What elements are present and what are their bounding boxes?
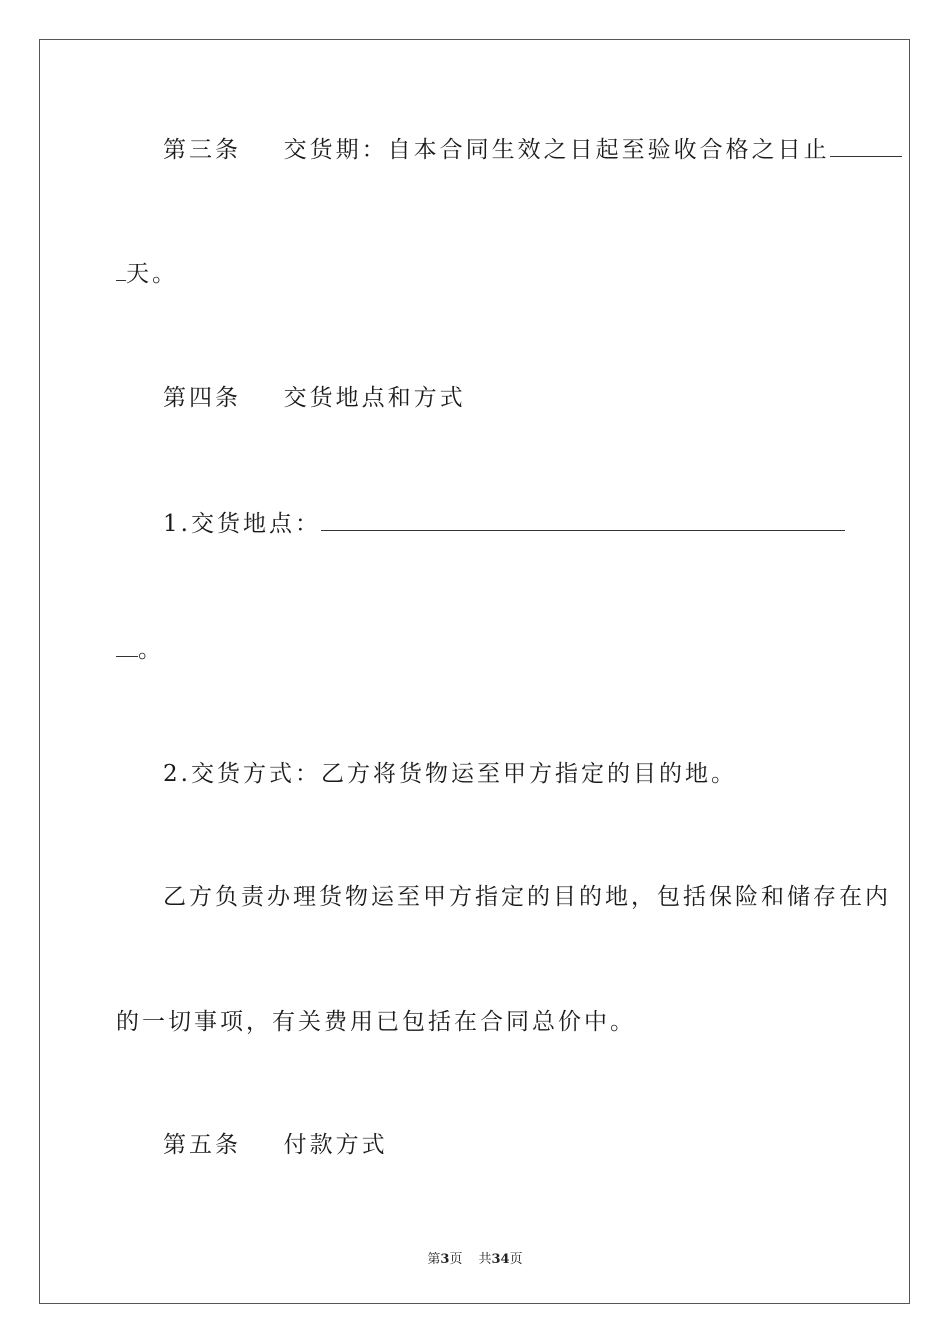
- article-5-text: 付款方式: [283, 1132, 388, 1158]
- article-3-label: 第三条: [163, 137, 241, 163]
- article-3-continuation: [116, 260, 178, 288]
- item-2-text: 2.交货方式：乙方将货物运至甲方指定的目的地。: [163, 761, 737, 787]
- item-1-blank: [321, 510, 845, 531]
- paragraph-line-2: [116, 1008, 636, 1036]
- total-prefix: 共: [478, 1252, 492, 1267]
- total-suffix: 页: [509, 1252, 523, 1267]
- page-current: 3: [440, 1252, 450, 1267]
- paragraph-text-2: 的一切事项，有关费用已包括在合同总价中。: [116, 1009, 636, 1035]
- page-prefix: 第: [427, 1252, 441, 1267]
- page-footer: [0, 1248, 950, 1267]
- article-3-cont-text: 天。: [126, 261, 178, 287]
- item-1-text: 1.交货地点：: [163, 511, 321, 537]
- item-1-continuation: [116, 636, 164, 664]
- article-4-text: 交货地点和方式: [283, 385, 466, 411]
- paragraph-line-1: [163, 883, 891, 911]
- article-3-line: [163, 136, 902, 164]
- page-border: [39, 39, 910, 1304]
- paragraph-text-1: 乙方负责办理货物运至甲方指定的目的地，包括保险和储存在内: [163, 884, 891, 910]
- article-4-label: 第四条: [163, 385, 241, 411]
- page-mid: 页: [449, 1252, 463, 1267]
- article-4-line: [163, 384, 466, 412]
- article-3-text: 交货期：自本合同生效之日起至验收合格之日止: [283, 137, 830, 163]
- item-1-line: [163, 510, 845, 538]
- article-3-blank: [830, 136, 902, 157]
- item-1-blank-tail: [116, 641, 138, 657]
- item-2-line: [163, 760, 737, 788]
- article-3-blank-tail: [116, 260, 126, 281]
- item-1-cont-text: 。: [138, 637, 164, 663]
- article-5-line: [163, 1131, 388, 1159]
- page-total: 34: [491, 1252, 510, 1267]
- article-5-label: 第五条: [163, 1132, 241, 1158]
